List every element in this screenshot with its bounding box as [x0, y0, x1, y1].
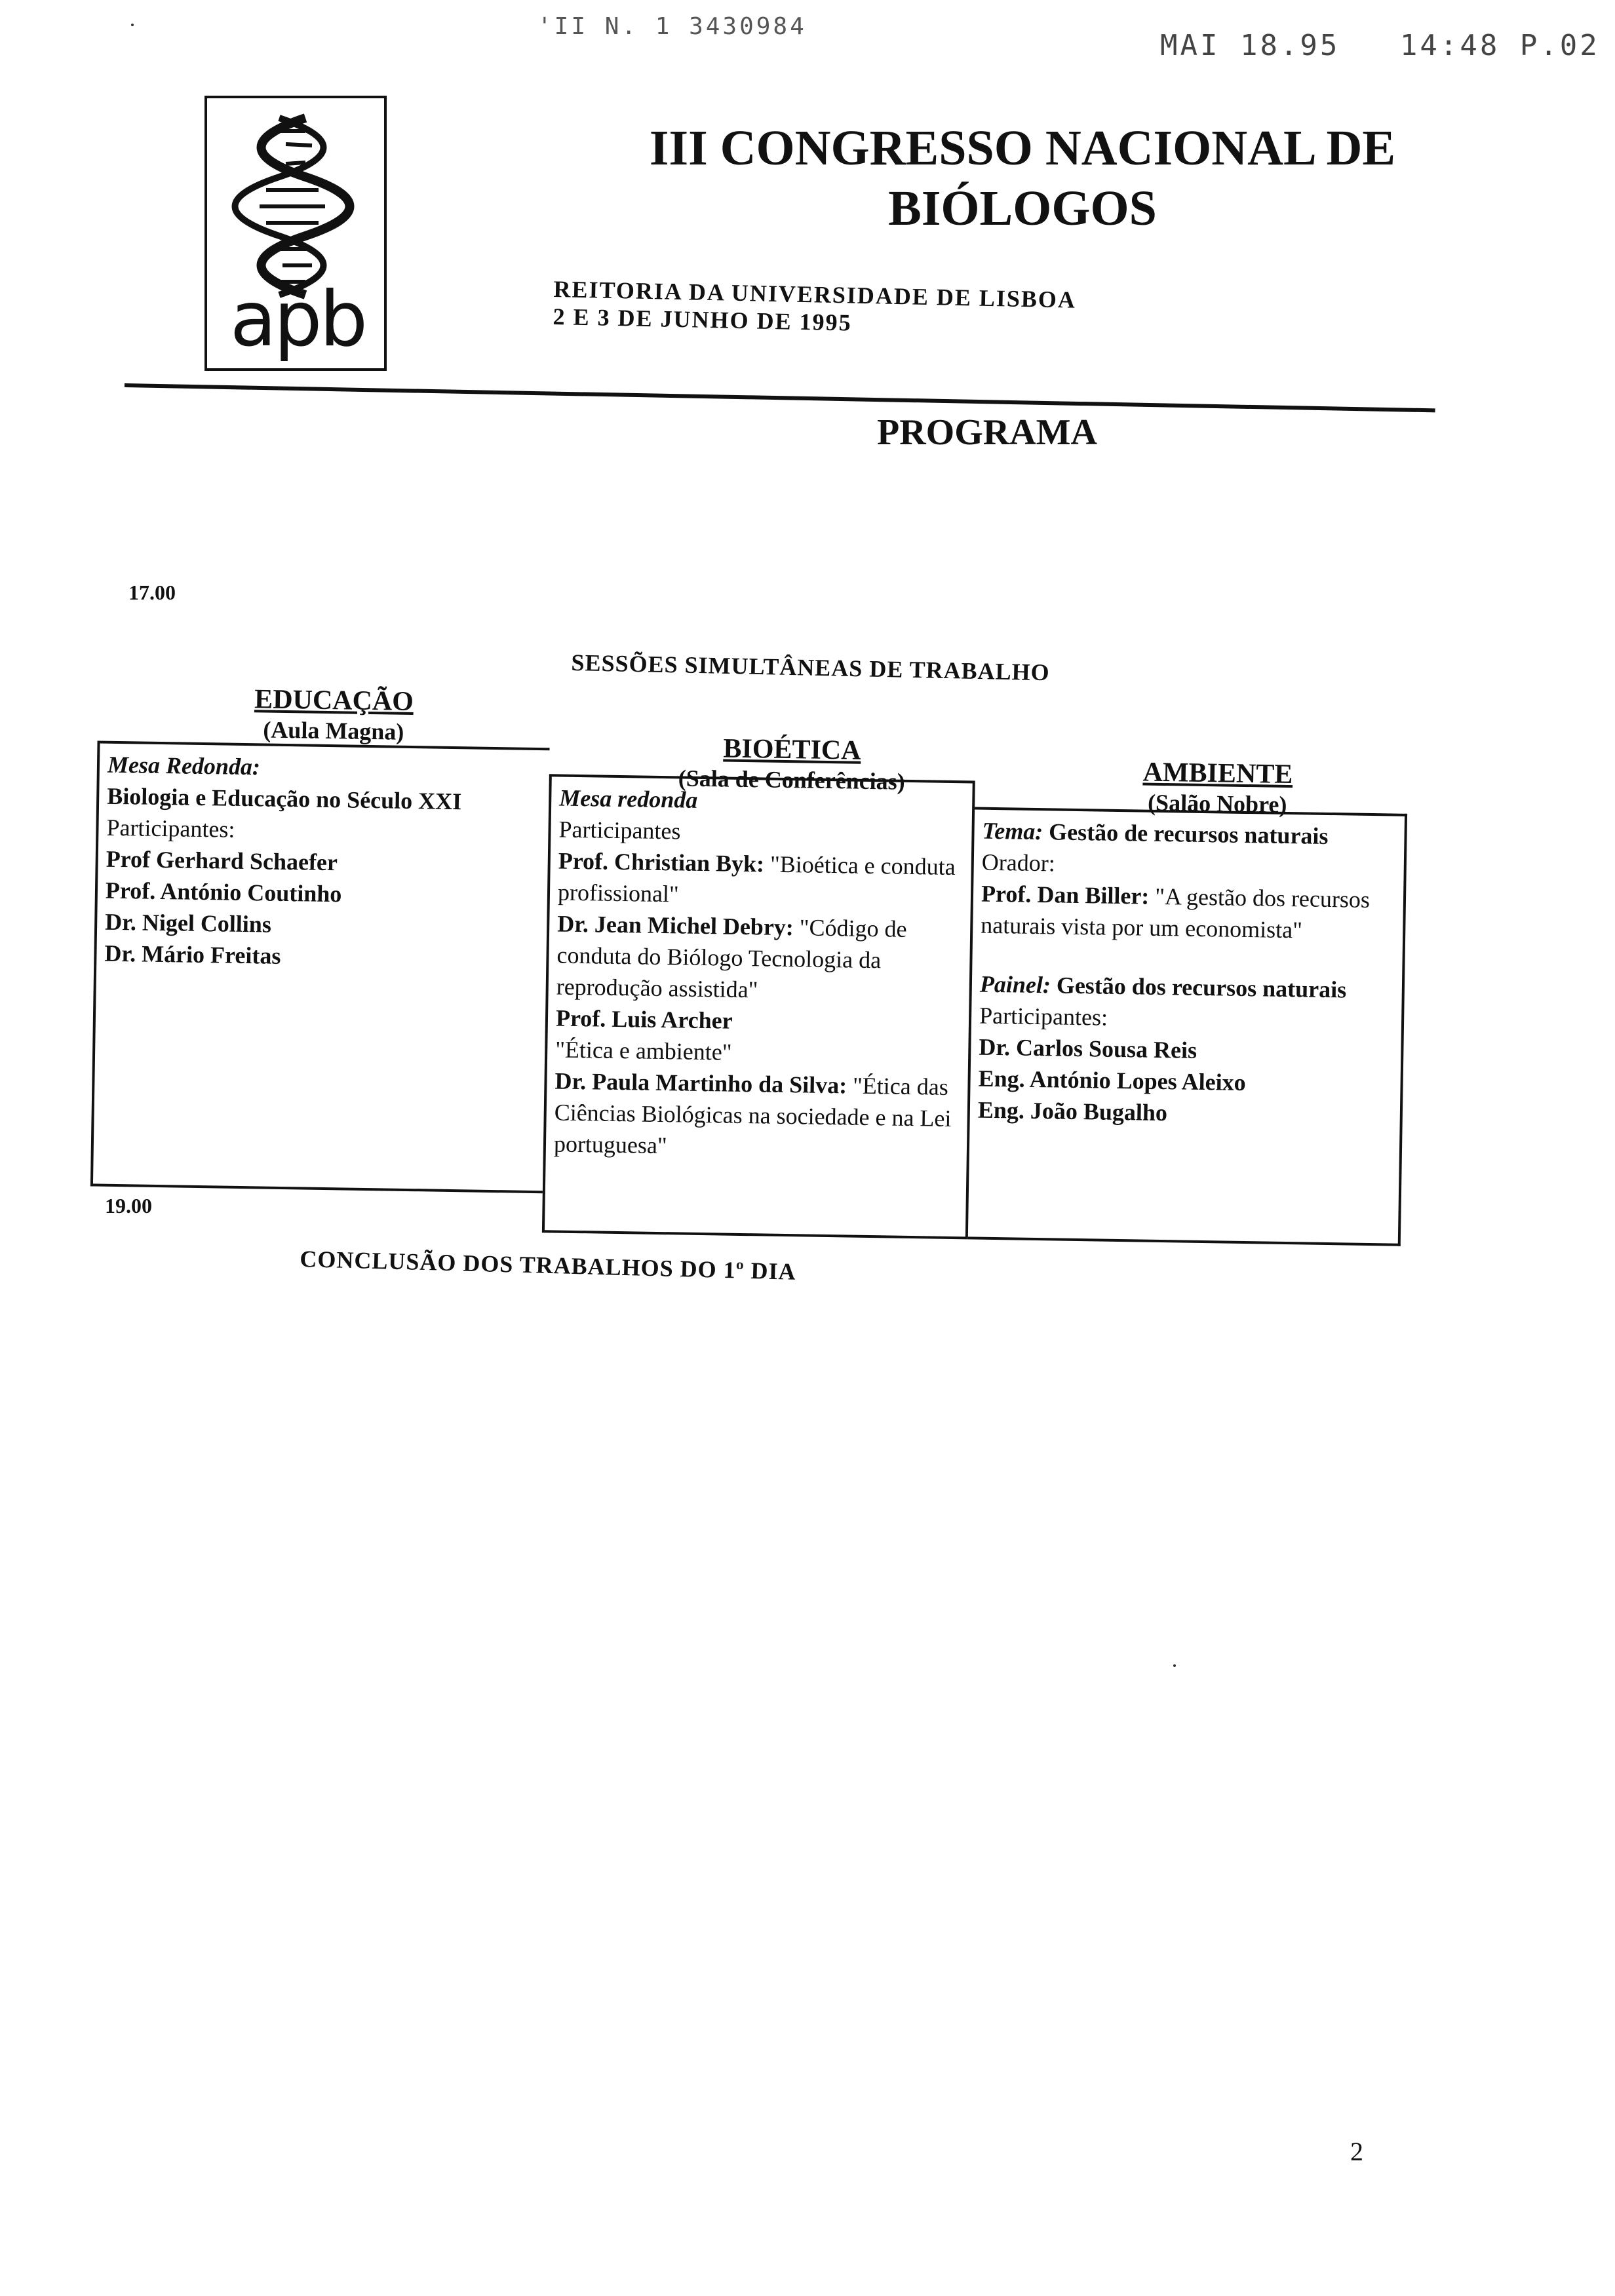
dates: 2 E 3 DE JUNHO DE 1995: [553, 303, 853, 336]
speaker: Dr. Paula Martinho da Silva:: [555, 1067, 847, 1099]
participant: Eng. António Lopes Aleixo: [978, 1065, 1247, 1096]
venue-and-dates: [553, 275, 1076, 341]
title-line-1: III CONGRESSO NACIONAL DE: [649, 121, 1396, 176]
session-topic: Biologia e Educação no Século XXI: [106, 782, 462, 815]
apb-logo: [204, 96, 387, 371]
talk-title: "Ética das Ciências Biológicas na sociedade e na Lei portuguesa": [553, 1072, 952, 1159]
session-type: Mesa redonda: [558, 784, 698, 813]
congress-title: [564, 118, 1481, 239]
participant: Prof Gerhard Schaefer: [106, 845, 338, 876]
venue: REITORIA DA UNIVERSIDADE DE LISBOA: [553, 275, 1077, 313]
scan-speck: [131, 24, 134, 26]
participant: Prof. António Coutinho: [105, 877, 342, 908]
talk-title: "Código de conduta do Biólogo Tecnologia da reprodução assistida": [556, 914, 907, 1003]
conclusion-note: CONCLUSÃO DOS TRABALHOS DO 1º DIA: [299, 1245, 797, 1285]
participants-label: Participantes:: [106, 814, 235, 843]
column-name: AMBIENTE: [1142, 757, 1293, 790]
talk-title: "Bioética e conduta profissional": [557, 851, 956, 908]
column-room: (Aula Magna): [263, 716, 404, 745]
tema-value: Gestão de recursos naturais: [1048, 818, 1329, 849]
column-name: BIOÉTICA: [723, 733, 861, 766]
painel-label: Painel:: [979, 970, 1051, 999]
programa-heading: PROGRAMA: [877, 412, 1097, 453]
fax-datetime: MAI 18.95 14:48 P.02: [1160, 29, 1600, 62]
sessions-table: [69, 681, 1416, 1279]
tema-label: Tema:: [982, 817, 1043, 845]
start-time: 17.00: [128, 581, 176, 604]
page-number: 2: [1350, 2137, 1363, 2166]
participant: Dr. Carlos Sousa Reis: [979, 1033, 1197, 1063]
scan-speck: [1173, 1664, 1176, 1667]
participants-label: Participantes: [558, 816, 681, 845]
column-head-educacao: [216, 683, 452, 748]
participant: Dr. Nigel Collins: [104, 908, 272, 938]
painel-value: Gestão dos recursos naturais: [1056, 972, 1347, 1003]
session-educacao: [90, 740, 550, 1193]
talk-title: "Ética e ambiente": [555, 1036, 732, 1065]
header-divider: [125, 383, 1435, 412]
participant: Eng. João Bugalho: [977, 1096, 1168, 1126]
end-time: 19.00: [105, 1194, 152, 1217]
orador-name: Prof. Dan Biller:: [981, 880, 1150, 909]
talk: [555, 1003, 961, 1072]
column-name: EDUCAÇÃO: [254, 684, 414, 718]
talk: [556, 908, 962, 1009]
column-room: (Sala de Conferências): [678, 765, 906, 795]
session-type: Mesa Redonda:: [107, 751, 261, 780]
fax-number: 'II N. 1 3430984: [537, 13, 807, 40]
orador-label: Orador:: [981, 849, 1056, 877]
orador-talk: "A gestão dos recursos naturais vista por um economista": [981, 883, 1371, 944]
logo-text: apb: [229, 275, 366, 364]
speaker: Prof. Luis Archer: [555, 1004, 733, 1034]
session-bioetica: [542, 774, 975, 1239]
talk: [554, 1065, 960, 1166]
title-line-2: BIÓLOGOS: [888, 181, 1157, 236]
talk: [558, 845, 963, 915]
speaker: Prof. Christian Byk:: [558, 847, 765, 877]
sessions-title: SESSÕES SIMULTÂNEAS DE TRABALHO: [571, 649, 1051, 686]
column-room: (Salão Nobre): [1147, 789, 1287, 818]
participants-label: Participantes:: [979, 1002, 1108, 1031]
speaker: Dr. Jean Michel Debry:: [556, 910, 794, 941]
participant: Dr. Mário Freitas: [104, 940, 281, 969]
session-ambiente: [968, 807, 1407, 1246]
orador-line: [981, 878, 1395, 947]
